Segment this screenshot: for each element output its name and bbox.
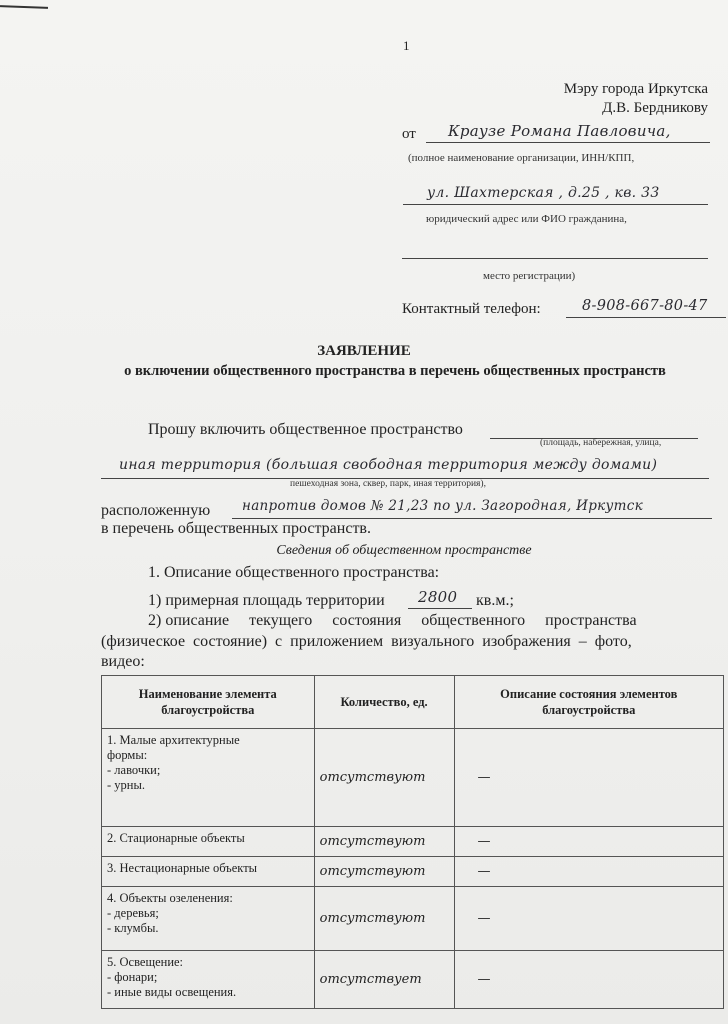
element-cell	[102, 857, 315, 887]
table-row	[102, 857, 724, 887]
table-row	[102, 827, 724, 857]
element-cell	[102, 887, 315, 951]
caption-address: юридический адрес или ФИО гражданина,	[426, 213, 627, 225]
condition-dash: —	[477, 834, 491, 849]
phone-value: 8-908-667-80-47	[582, 298, 708, 314]
section-heading: Сведения об общественном пространстве	[276, 543, 532, 558]
in-list-text: в перечень общественных пространств.	[101, 520, 371, 537]
area-label: 1) примерная площадь территории	[148, 592, 385, 609]
caption-registration: место регистрации)	[483, 270, 576, 282]
phone-label: Контактный телефон:	[402, 301, 541, 317]
condition-value	[454, 951, 723, 1009]
area-value: 2800	[418, 588, 458, 606]
corner-mark	[0, 5, 48, 9]
element-line: - лавочки;	[107, 763, 161, 777]
condition-dash: —	[477, 864, 491, 879]
applicant-name-field	[426, 122, 710, 143]
element-line: - урны.	[107, 778, 146, 792]
condition-value	[454, 827, 723, 857]
document-title: ЗАЯВЛЕНИЕ	[317, 343, 411, 359]
quantity-value: отсутствуют	[314, 827, 454, 857]
condition-value	[454, 857, 723, 887]
desc-line2: (физическое состояние) с приложением визуального изображения – фото,	[101, 633, 632, 650]
desc-line3: видео:	[101, 653, 145, 670]
condition-dash: —	[477, 911, 491, 926]
addressee	[564, 80, 708, 118]
table-row	[102, 729, 724, 827]
located-value: напротив домов № 21,23 по ул. Загородная, Иркутск	[242, 498, 643, 514]
space-value: иная территория (большая свободная территория между домами)	[119, 457, 658, 473]
element-line: 3. Нестационарные объекты	[107, 861, 258, 875]
quantity-value: отсутствует	[314, 951, 454, 1009]
located-label: расположенную	[101, 502, 211, 519]
caption-space1: (площадь, набережная, улица,	[540, 438, 662, 448]
quantity-value: отсутствуют	[314, 857, 454, 887]
area-field	[408, 588, 472, 609]
located-field	[232, 497, 712, 519]
quantity-value: отсутствуют	[314, 887, 454, 951]
table-row	[102, 887, 724, 951]
element-line: - деревья;	[107, 906, 159, 920]
from-label: от	[402, 126, 416, 142]
header-quantity: Количество, ед.	[314, 676, 454, 729]
page-number: 1	[403, 38, 410, 53]
improvement-elements-table	[101, 675, 724, 1009]
condition-value	[454, 729, 723, 827]
caption-space2: пешеходная зона, сквер, парк, иная территория),	[290, 479, 486, 489]
element-line: 2. Стационарные объекты	[107, 831, 245, 845]
element-line: формы:	[107, 748, 148, 762]
area-unit: кв.м.;	[476, 592, 514, 609]
registration-line	[402, 248, 708, 259]
desc-line1: 2) описание текущего состояния общественного пространства	[148, 612, 637, 629]
addressee-line1: Мэру города Иркутска	[563, 81, 708, 97]
element-line: 5. Освещение:	[107, 955, 184, 969]
condition-dash: —	[477, 770, 491, 785]
element-line: - клумбы.	[107, 921, 159, 935]
table-header-row	[102, 676, 724, 729]
element-cell	[102, 827, 315, 857]
element-line: 1. Малые архитектурные	[107, 733, 240, 747]
element-line: - фонари;	[107, 970, 158, 984]
addressee-line2: Д.В. Бердникову	[602, 100, 708, 116]
element-line: 4. Объекты озеленения:	[107, 891, 233, 905]
element-cell	[102, 951, 315, 1009]
applicant-name: Краузе Романа Павловича,	[448, 122, 671, 140]
address-field	[403, 184, 708, 205]
element-line: - иные виды освещения.	[107, 985, 237, 999]
request-text: Прошу включить общественное пространство	[148, 421, 463, 438]
document-subtitle: о включении общественного пространства в перечень общественных пространств	[124, 363, 666, 379]
condition-value	[454, 887, 723, 951]
caption-org: (полное наименование организации, ИНН/КПП,	[408, 152, 635, 164]
condition-dash: —	[477, 972, 491, 987]
address-value: ул. Шахтерская , д.25 , кв. 33	[427, 185, 660, 201]
quantity-value: отсутствуют	[314, 729, 454, 827]
phone-field	[566, 297, 726, 318]
element-cell	[102, 729, 315, 827]
header-element-name: Наименование элемента благоустройства	[102, 676, 315, 729]
request-line	[490, 421, 698, 439]
space-field	[101, 456, 709, 479]
header-condition: Описание состояния элементов благоустройства	[454, 676, 723, 729]
table-row	[102, 951, 724, 1009]
item1: 1. Описание общественного пространства:	[148, 564, 440, 581]
